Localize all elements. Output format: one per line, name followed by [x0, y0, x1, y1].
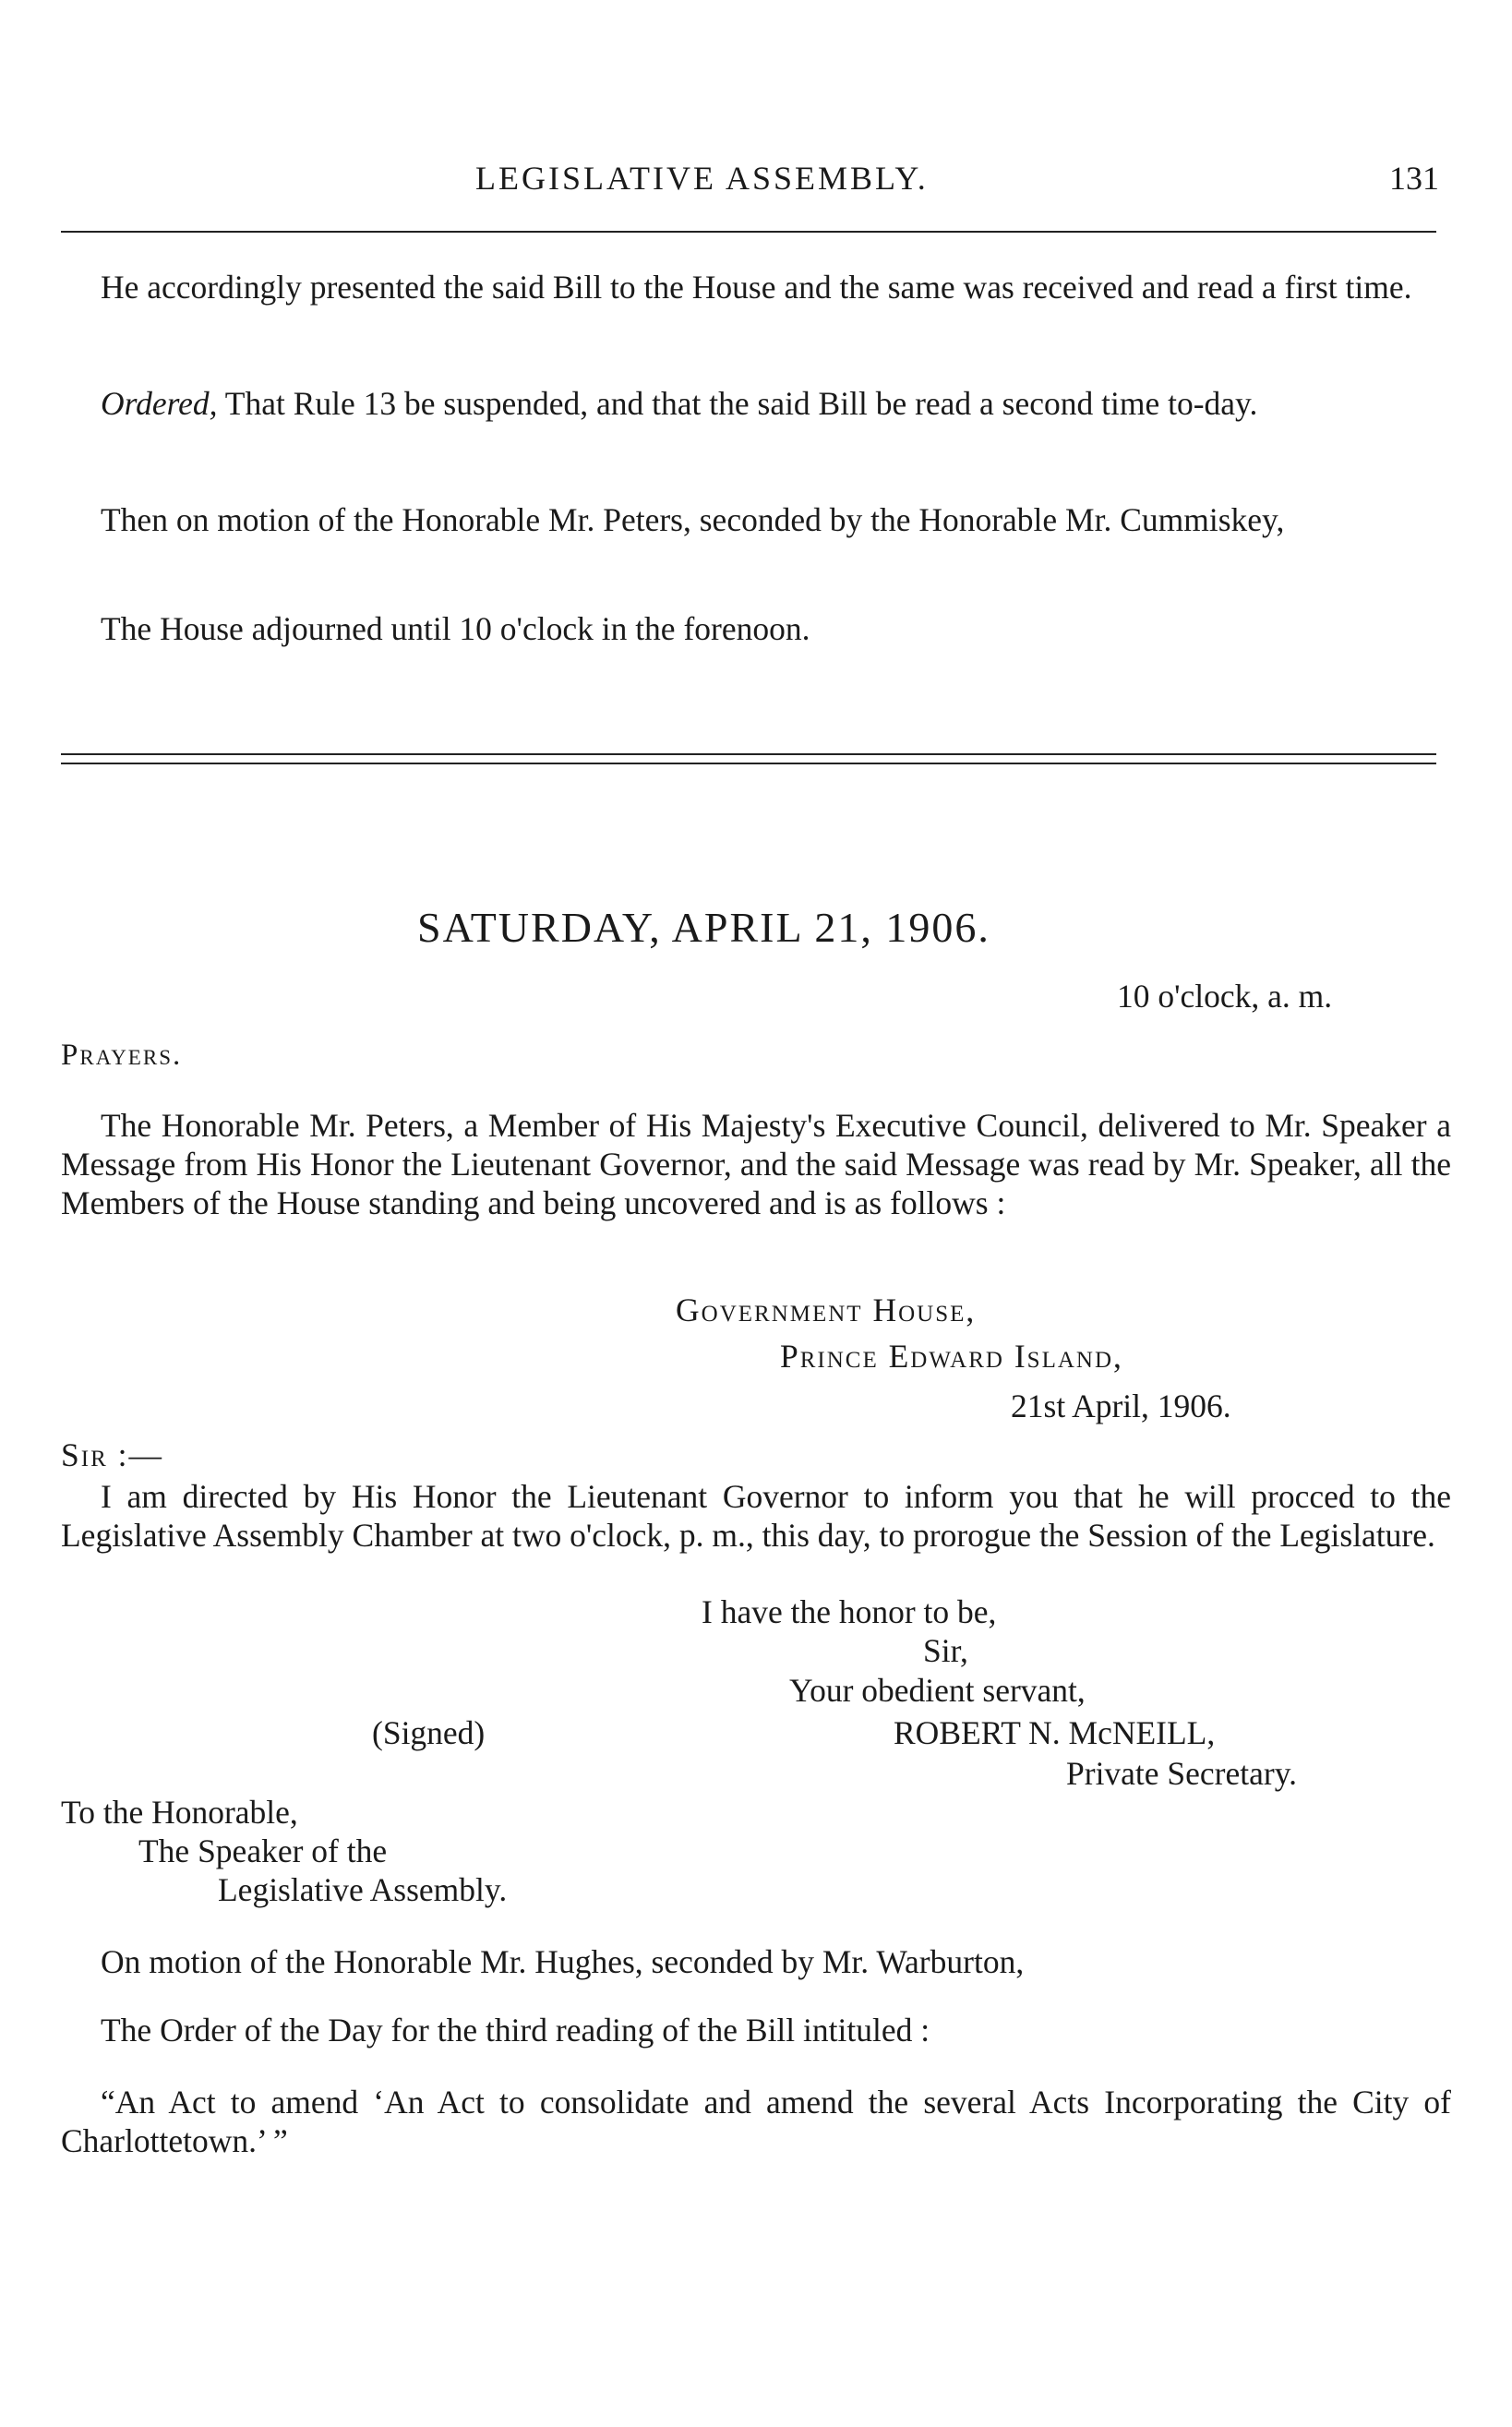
paragraph-order-of-day: The Order of the Day for the third reading of the Bill intituled :: [101, 2012, 930, 2049]
letter-closing-line3: Your obedient servant,: [789, 1672, 1086, 1709]
section-rule-bottom: [61, 763, 1436, 764]
paragraph-message-delivered: The Honorable Mr. Peters, a Member of His Majesty's Executive Council, delivered to Mr. Speaker a Message from His Honor the Lieutenant Governor, and the said Message was read by Mr. Speaker, all the Members of the House standing and being uncovered and is as follows :: [61, 1107, 1451, 1221]
paragraph-motion-hughes: On motion of the Honorable Mr. Hughes, seconded by Mr. Warburton,: [101, 1943, 1025, 1980]
running-title: LEGISLATIVE ASSEMBLY.: [475, 160, 929, 197]
letter-to-line1: To the Honorable,: [61, 1794, 298, 1831]
letter-signatory-title: Private Secretary.: [1066, 1755, 1298, 1792]
letter-to-line3: Legislative Assembly.: [218, 1871, 508, 1908]
ordered-text: That Rule 13 be suspended, and that the said Bill be read a second time to-day.: [217, 385, 1258, 422]
page-number: 131: [1389, 160, 1439, 197]
header-rule: [61, 231, 1436, 233]
paragraph-ordered: [61, 384, 1451, 423]
section-rule-top: [61, 753, 1436, 755]
letter-salutation: Sir :—: [61, 1436, 163, 1473]
letter-closing-line2: Sir,: [923, 1632, 968, 1669]
letter-body: I am directed by His Honor the Lieutenant Governor to inform you that he will procced to the Legislative Assembly Chamber at two o'clock, p. m., this day, to prorogue the Session of the Legislature.: [61, 1478, 1451, 1554]
date-heading: SATURDAY, APRIL 21, 1906.: [417, 904, 990, 951]
running-head: [0, 159, 1512, 205]
letter-closing-line1: I have the honor to be,: [702, 1593, 997, 1630]
letter-signed-label: (Signed): [372, 1714, 486, 1751]
paragraph-motion-peters: Then on motion of the Honorable Mr. Peters, seconded by the Honorable Mr. Cummiskey,: [101, 501, 1285, 538]
time-note: 10 o'clock, a. m.: [1117, 978, 1333, 1015]
letter-date: 21st April, 1906.: [1011, 1388, 1231, 1424]
paragraph-adjourned: The House adjourned until 10 o'clock in the forenoon.: [101, 610, 810, 647]
letter-to-line2: The Speaker of the: [138, 1832, 388, 1869]
letter-address-line1: Government House,: [676, 1292, 977, 1328]
letter-signatory: ROBERT N. McNEILL,: [894, 1714, 1216, 1751]
ordered-italic: Ordered,: [101, 385, 218, 422]
letter-address-line2: Prince Edward Island,: [780, 1338, 1123, 1375]
paragraph-act-title: “An Act to amend ‘An Act to consolidate and amend the several Acts Incorporating the City of Charlottetown.’ ”: [61, 2084, 1451, 2159]
prayers-heading: Prayers.: [61, 1039, 183, 1072]
paragraph-bill-presented: He accordingly presented the said Bill to the House and the same was received and read a first time.: [101, 269, 1412, 306]
